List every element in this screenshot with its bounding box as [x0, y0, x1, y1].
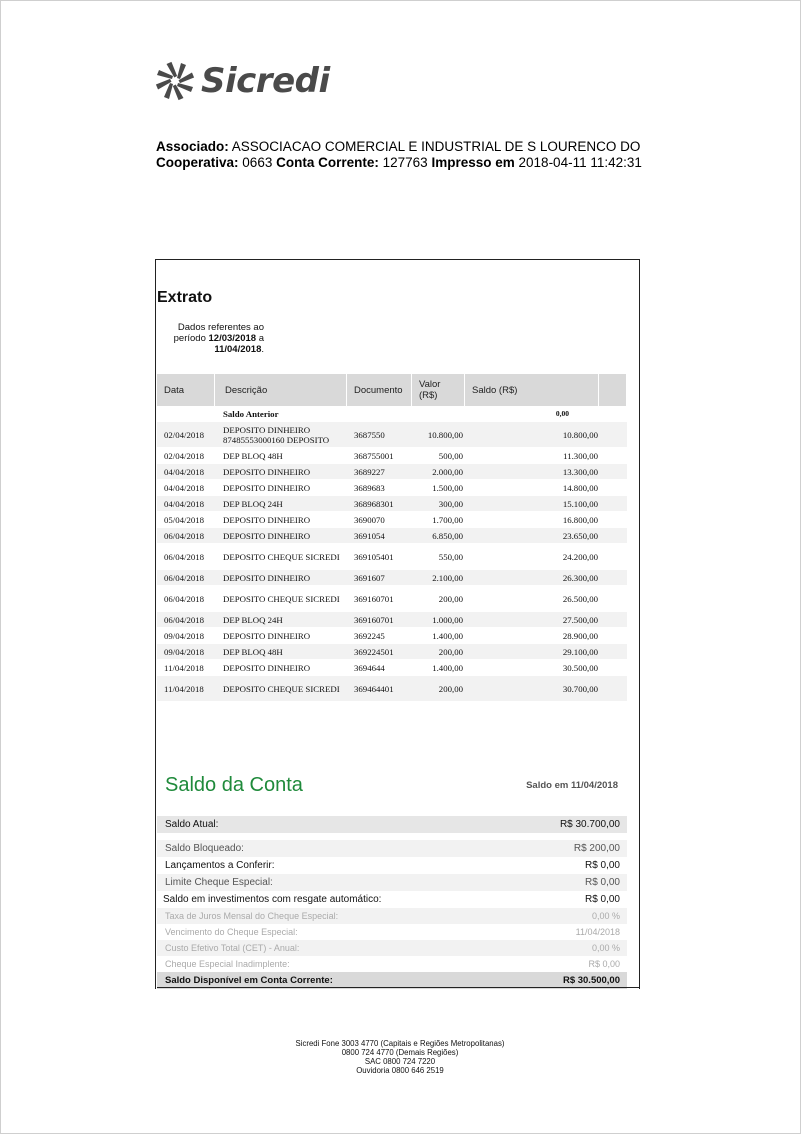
- row-description: DEPOSITO DINHEIRO: [223, 466, 311, 477]
- row-balance: 16.800,00: [562, 514, 598, 525]
- row-date: 09/04/2018: [164, 630, 205, 641]
- impresso-label: Impresso em: [431, 155, 515, 170]
- associado-line: [156, 139, 642, 155]
- row-value: 200,00: [438, 646, 463, 657]
- row-document: 369105401: [354, 551, 394, 562]
- col-header-description: [215, 374, 347, 406]
- previous-balance-value: 0,00: [555, 408, 569, 418]
- row-date: 04/04/2018: [164, 466, 205, 477]
- saldo-atual-row: [157, 816, 627, 833]
- row-document: 3689227: [354, 466, 385, 477]
- account-balance-title: Saldo da Conta: [165, 774, 303, 796]
- row-date: 09/04/2018: [164, 646, 205, 657]
- row-description: DEPOSITO DINHEIRO: [223, 514, 311, 525]
- row-balance: 13.300,00: [562, 466, 598, 477]
- row-description: DEPOSITO DINHEIRO: [223, 482, 311, 493]
- period-suffix: .: [261, 344, 264, 355]
- vencimento-row: [157, 924, 627, 940]
- table-row: [157, 512, 627, 528]
- col-header-extra: [599, 374, 627, 406]
- vencimento-value: 11/04/2018: [575, 927, 620, 937]
- row-value: 550,00: [438, 551, 463, 562]
- taxa-label: Taxa de Juros Mensal do Cheque Especial:: [165, 911, 339, 921]
- col-header-value-label: Valor (R$): [419, 379, 441, 401]
- table-row: [157, 660, 627, 676]
- saldo-bloqueado-value: R$ 200,00: [573, 843, 620, 854]
- row-document: 3694644: [354, 662, 385, 673]
- row-document: 3687550: [354, 429, 385, 440]
- period-start: 12/03/2018: [208, 333, 257, 344]
- row-description: DEPOSITO CHEQUE SICREDI: [223, 551, 340, 562]
- row-balance: 24.200,00: [562, 551, 598, 562]
- table-row: [157, 422, 627, 448]
- row-value: 2.100,00: [432, 572, 463, 583]
- row-description: DEPOSITO DINHEIRO: [223, 630, 311, 641]
- previous-balance-label: Saldo Anterior: [223, 408, 279, 419]
- row-document: 3690070: [354, 514, 385, 525]
- row-date: 06/04/2018: [164, 530, 205, 541]
- row-description: DEPOSITO CHEQUE SICREDI: [223, 683, 340, 694]
- cooperativa-label: Cooperativa:: [156, 155, 239, 170]
- row-date: 06/04/2018: [164, 614, 205, 625]
- row-value: 1.500,00: [432, 482, 463, 493]
- contact-footer: [200, 1039, 600, 1075]
- table-row: [157, 480, 627, 496]
- row-balance: 23.650,00: [562, 530, 598, 541]
- conta-value: 127763: [382, 155, 428, 170]
- investimentos-row: [157, 891, 627, 908]
- saldo-disponivel-value: R$ 30.500,00: [562, 975, 620, 986]
- statement-bottom-rule: [157, 987, 640, 988]
- conta-label: Conta Corrente:: [276, 155, 379, 170]
- cet-value: 0,00 %: [591, 943, 620, 953]
- row-date: 04/04/2018: [164, 482, 205, 493]
- table-row: [157, 448, 627, 464]
- investimentos-label: Saldo em investimentos com resgate automático:: [163, 894, 382, 905]
- inadimplente-label: Cheque Especial Inadimplente:: [165, 959, 290, 969]
- period-connector: a: [258, 333, 264, 344]
- row-balance: 28.900,00: [562, 630, 598, 641]
- row-date: 06/04/2018: [164, 551, 205, 562]
- lancamentos-label: Lançamentos a Conferir:: [165, 860, 275, 871]
- lancamentos-value: R$ 0,00: [584, 860, 620, 871]
- row-description: DEPOSITO CHEQUE SICREDI: [223, 593, 340, 604]
- row-document: 369160701: [354, 593, 394, 604]
- balance-summary: [157, 816, 627, 989]
- row-value: 200,00: [438, 683, 463, 694]
- row-value: 1.400,00: [432, 662, 463, 673]
- lancamentos-row: [157, 857, 627, 874]
- row-balance: 30.500,00: [562, 662, 598, 673]
- row-date: 06/04/2018: [164, 572, 205, 583]
- col-header-value: [412, 374, 465, 406]
- row-description: DEP BLOQ 48H: [223, 450, 283, 461]
- saldo-bloqueado-row: [157, 840, 627, 857]
- sicredi-pinwheel-icon: [155, 61, 195, 101]
- col-header-balance: Saldo (R$): [465, 374, 599, 406]
- taxa-row: [157, 908, 627, 924]
- saldo-disponivel-label: Saldo Disponível em Conta Corrente:: [165, 975, 333, 986]
- period-prefix: Dados referentes ao período: [173, 322, 264, 344]
- table-row: [157, 676, 627, 702]
- row-description: DEPOSITO DINHEIRO: [223, 662, 311, 673]
- table-row: [157, 612, 627, 628]
- col-header-document: Documento: [347, 374, 412, 406]
- row-value: 6.850,00: [432, 530, 463, 541]
- row-balance: 11.300,00: [563, 450, 598, 461]
- table-row: [157, 586, 627, 612]
- inadimplente-row: [157, 956, 627, 972]
- row-date: 11/04/2018: [164, 683, 204, 694]
- row-date: 02/04/2018: [164, 429, 205, 440]
- statement-period: [164, 322, 264, 355]
- row-document: 3692245: [354, 630, 385, 641]
- table-row: [157, 644, 627, 660]
- row-date: 05/04/2018: [164, 514, 205, 525]
- previous-balance-row: [157, 406, 627, 422]
- col-header-date: Data: [157, 374, 215, 406]
- footer-line-3: SAC 0800 724 7220: [364, 1057, 436, 1066]
- statement-title: Extrato: [157, 289, 213, 306]
- row-balance: 26.500,00: [562, 593, 598, 604]
- row-balance: 27.500,00: [562, 614, 598, 625]
- row-value: 1.000,00: [432, 614, 463, 625]
- row-description: DEPOSITO DINHEIRO 87485553000160 DEPOSITO: [223, 424, 330, 445]
- brand-name: Sicredi: [201, 61, 330, 101]
- investimentos-value: R$ 0,00: [584, 894, 620, 905]
- row-value: 1.700,00: [432, 514, 463, 525]
- row-value: 300,00: [438, 498, 463, 509]
- row-document: 368755001: [354, 450, 394, 461]
- row-description: DEP BLOQ 24H: [223, 498, 283, 509]
- associado-label: Associado:: [156, 139, 229, 154]
- cet-row: [157, 940, 627, 956]
- inadimplente-value: R$ 0,00: [588, 959, 620, 969]
- row-document: 368968301: [354, 498, 394, 509]
- row-balance: 14.800,00: [562, 482, 598, 493]
- row-document: 3689683: [354, 482, 385, 493]
- row-description: DEPOSITO DINHEIRO: [223, 572, 311, 583]
- vencimento-label: Vencimento do Cheque Especial:: [165, 927, 298, 937]
- period-end: 11/04/2018: [214, 344, 262, 355]
- row-date: 06/04/2018: [164, 593, 205, 604]
- table-row: [157, 464, 627, 480]
- limite-row: [157, 874, 627, 891]
- saldo-bloqueado-label: Saldo Bloqueado:: [165, 843, 244, 854]
- cooperativa-value: 0663: [242, 155, 273, 170]
- row-balance: 29.100,00: [562, 646, 598, 657]
- row-document: 369224501: [354, 646, 394, 657]
- account-header: [156, 139, 642, 171]
- row-description: DEP BLOQ 48H: [223, 646, 283, 657]
- transactions-table: [157, 406, 627, 702]
- table-row: [157, 570, 627, 586]
- table-row: [157, 544, 627, 570]
- account-balance-date: Saldo em 11/04/2018: [526, 780, 618, 791]
- row-value: 10.800,00: [427, 429, 463, 440]
- row-balance: 30.700,00: [562, 683, 598, 694]
- row-document: 3691054: [354, 530, 385, 541]
- row-value: 500,00: [438, 450, 463, 461]
- row-description: DEP BLOQ 24H: [223, 614, 283, 625]
- row-balance: 10.800,00: [562, 429, 598, 440]
- row-document: 3691607: [354, 572, 385, 583]
- row-document: 369160701: [354, 614, 394, 625]
- associado-value: ASSOCIACAO COMERCIAL E INDUSTRIAL DE S LOURENCO DO: [231, 139, 641, 154]
- row-date: 04/04/2018: [164, 498, 205, 509]
- table-row: [157, 496, 627, 512]
- footer-line-1: Sicredi Fone 3003 4770 (Capitais e Regiões Metropolitanas): [295, 1039, 505, 1048]
- limite-label: Limite Cheque Especial:: [165, 877, 273, 888]
- taxa-value: 0,00 %: [591, 911, 620, 921]
- col-header-description-label: Descrição: [225, 384, 268, 396]
- saldo-atual-label: Saldo Atual:: [165, 819, 219, 830]
- row-balance: 15.100,00: [562, 498, 598, 509]
- cet-label: Custo Efetivo Total (CET) - Anual:: [165, 943, 300, 953]
- footer-line-2: 0800 724 4770 (Demais Regiões): [341, 1048, 459, 1057]
- sicredi-logo: [155, 58, 330, 104]
- table-row: [157, 528, 627, 544]
- row-value: 2.000,00: [432, 466, 463, 477]
- cooperativa-line: [156, 155, 642, 171]
- row-value: 200,00: [438, 593, 463, 604]
- footer-line-4: Ouvidoria 0800 646 2519: [356, 1066, 444, 1075]
- row-date: 02/04/2018: [164, 450, 205, 461]
- saldo-atual-value: R$ 30.700,00: [559, 819, 620, 830]
- transactions-header: [157, 374, 627, 406]
- row-document: 369464401: [354, 683, 394, 694]
- impresso-value: 2018-04-11 11:42:31: [518, 155, 642, 170]
- row-description: DEPOSITO DINHEIRO: [223, 530, 311, 541]
- row-date: 11/04/2018: [164, 662, 204, 673]
- row-balance: 26.300,00: [562, 572, 598, 583]
- table-row: [157, 628, 627, 644]
- row-value: 1.400,00: [432, 630, 463, 641]
- balance-spacer: [157, 833, 627, 840]
- limite-value: R$ 0,00: [584, 877, 620, 888]
